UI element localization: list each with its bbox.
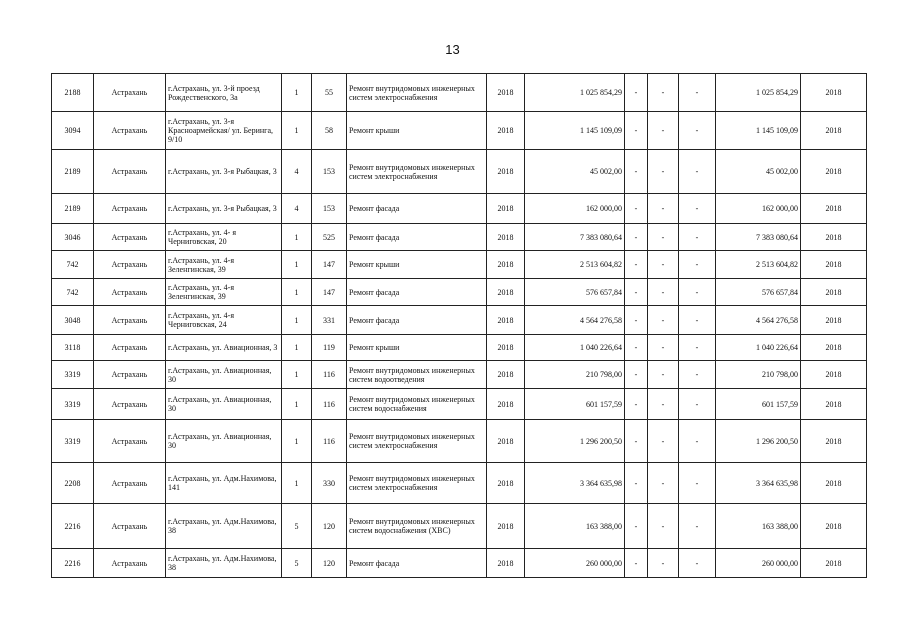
cell-flats: 525 <box>312 224 347 251</box>
cell-floors: 5 <box>282 504 312 549</box>
cell-total: 45 002,00 <box>716 150 801 194</box>
cell-dash: - <box>648 251 679 279</box>
table-row <box>52 74 867 112</box>
cell-city: Астрахань <box>94 194 166 224</box>
table-row <box>52 335 867 361</box>
cell-city: Астрахань <box>94 224 166 251</box>
cell-work-type: Ремонт внутридомовых инженерных систем электроснабжения <box>347 150 487 194</box>
cell-cost: 7 383 080,64 <box>525 224 625 251</box>
cell-dash: - <box>625 279 648 306</box>
cell-year-end: 2018 <box>801 463 867 504</box>
cell-dash: - <box>625 74 648 112</box>
cell-cost: 260 000,00 <box>525 549 625 578</box>
cell-city: Астрахань <box>94 335 166 361</box>
cell-dash: - <box>625 463 648 504</box>
cell-year-end: 2018 <box>801 112 867 150</box>
cell-floors: 1 <box>282 335 312 361</box>
cell-flats: 153 <box>312 150 347 194</box>
cell-floors: 1 <box>282 224 312 251</box>
cell-year: 2018 <box>487 224 525 251</box>
cell-year: 2018 <box>487 279 525 306</box>
cell-house-id: 3094 <box>52 112 94 150</box>
cell-cost: 45 002,00 <box>525 150 625 194</box>
table-row <box>52 194 867 224</box>
cell-cost: 601 157,59 <box>525 389 625 420</box>
cell-year-end: 2018 <box>801 74 867 112</box>
cell-flats: 120 <box>312 504 347 549</box>
cell-cost: 2 513 604,82 <box>525 251 625 279</box>
cell-house-id: 742 <box>52 251 94 279</box>
cell-total: 576 657,84 <box>716 279 801 306</box>
cell-year: 2018 <box>487 335 525 361</box>
cell-flats: 147 <box>312 279 347 306</box>
cell-dash: - <box>679 389 716 420</box>
cell-dash: - <box>679 74 716 112</box>
cell-floors: 1 <box>282 251 312 279</box>
cell-total: 2 513 604,82 <box>716 251 801 279</box>
cell-work-type: Ремонт внутридомовых инженерных систем водоснабжения (ХВС) <box>347 504 487 549</box>
cell-dash: - <box>648 112 679 150</box>
page-number: 13 <box>445 42 460 57</box>
cell-flats: 116 <box>312 361 347 389</box>
cell-address: г.Астрахань, ул. Авиационная, 30 <box>166 389 282 420</box>
cell-city: Астрахань <box>94 389 166 420</box>
cell-year-end: 2018 <box>801 150 867 194</box>
cell-dash: - <box>625 224 648 251</box>
cell-address: г.Астрахань, ул. 4- я Черниговская, 20 <box>166 224 282 251</box>
cell-year: 2018 <box>487 549 525 578</box>
cell-dash: - <box>648 504 679 549</box>
cell-cost: 210 798,00 <box>525 361 625 389</box>
cell-house-id: 2189 <box>52 194 94 224</box>
cell-year: 2018 <box>487 251 525 279</box>
cell-house-id: 2216 <box>52 504 94 549</box>
cell-year-end: 2018 <box>801 549 867 578</box>
table-row <box>52 150 867 194</box>
cell-address: г.Астрахань, ул. Адм.Нахимова, 38 <box>166 549 282 578</box>
cell-cost: 1 145 109,09 <box>525 112 625 150</box>
cell-total: 210 798,00 <box>716 361 801 389</box>
cell-dash: - <box>648 361 679 389</box>
table-row <box>52 389 867 420</box>
cell-dash: - <box>679 463 716 504</box>
cell-dash: - <box>648 74 679 112</box>
cell-address: г.Астрахань, ул. Адм.Нахимова, 38 <box>166 504 282 549</box>
cell-dash: - <box>679 251 716 279</box>
cell-city: Астрахань <box>94 279 166 306</box>
cell-total: 601 157,59 <box>716 389 801 420</box>
cell-floors: 1 <box>282 279 312 306</box>
cell-house-id: 3319 <box>52 389 94 420</box>
cell-year: 2018 <box>487 504 525 549</box>
cell-dash: - <box>625 335 648 361</box>
cell-year-end: 2018 <box>801 194 867 224</box>
cell-address: г.Астрахань, ул. Авиационная, 3 <box>166 335 282 361</box>
cell-house-id: 3319 <box>52 361 94 389</box>
table-row <box>52 224 867 251</box>
cell-city: Астрахань <box>94 504 166 549</box>
cell-dash: - <box>679 420 716 463</box>
repair-register-table <box>51 73 867 578</box>
cell-year-end: 2018 <box>801 389 867 420</box>
cell-work-type: Ремонт фасада <box>347 549 487 578</box>
cell-year-end: 2018 <box>801 504 867 549</box>
cell-year-end: 2018 <box>801 251 867 279</box>
cell-total: 4 564 276,58 <box>716 306 801 335</box>
cell-year: 2018 <box>487 112 525 150</box>
cell-house-id: 2188 <box>52 74 94 112</box>
cell-dash: - <box>625 306 648 335</box>
cell-total: 7 383 080,64 <box>716 224 801 251</box>
cell-year: 2018 <box>487 463 525 504</box>
cell-address: г.Астрахань, ул. Авиационная, 30 <box>166 420 282 463</box>
cell-floors: 1 <box>282 389 312 420</box>
cell-year-end: 2018 <box>801 420 867 463</box>
cell-address: г.Астрахань, ул. 3-й проезд Рождественского, 3а <box>166 74 282 112</box>
cell-city: Астрахань <box>94 251 166 279</box>
table-row <box>52 251 867 279</box>
cell-house-id: 2189 <box>52 150 94 194</box>
cell-flats: 330 <box>312 463 347 504</box>
cell-total: 163 388,00 <box>716 504 801 549</box>
cell-floors: 4 <box>282 150 312 194</box>
cell-house-id: 2216 <box>52 549 94 578</box>
cell-work-type: Ремонт фасада <box>347 224 487 251</box>
table-row <box>52 504 867 549</box>
cell-year-end: 2018 <box>801 279 867 306</box>
cell-year-end: 2018 <box>801 306 867 335</box>
cell-house-id: 3048 <box>52 306 94 335</box>
cell-total: 1 040 226,64 <box>716 335 801 361</box>
cell-city: Астрахань <box>94 361 166 389</box>
cell-floors: 1 <box>282 463 312 504</box>
cell-year: 2018 <box>487 74 525 112</box>
cell-year: 2018 <box>487 389 525 420</box>
cell-dash: - <box>679 279 716 306</box>
cell-house-id: 3046 <box>52 224 94 251</box>
cell-city: Астрахань <box>94 463 166 504</box>
cell-work-type: Ремонт фасада <box>347 194 487 224</box>
cell-house-id: 3319 <box>52 420 94 463</box>
table-row <box>52 463 867 504</box>
cell-dash: - <box>648 194 679 224</box>
cell-work-type: Ремонт крыши <box>347 112 487 150</box>
cell-dash: - <box>648 279 679 306</box>
cell-city: Астрахань <box>94 549 166 578</box>
table-row <box>52 306 867 335</box>
cell-work-type: Ремонт фасада <box>347 306 487 335</box>
cell-flats: 147 <box>312 251 347 279</box>
cell-city: Астрахань <box>94 306 166 335</box>
cell-flats: 331 <box>312 306 347 335</box>
cell-cost: 162 000,00 <box>525 194 625 224</box>
cell-cost: 4 564 276,58 <box>525 306 625 335</box>
cell-dash: - <box>625 112 648 150</box>
cell-city: Астрахань <box>94 112 166 150</box>
cell-work-type: Ремонт внутридомовых инженерных систем электроснабжения <box>347 463 487 504</box>
cell-city: Астрахань <box>94 420 166 463</box>
cell-dash: - <box>648 224 679 251</box>
cell-dash: - <box>679 504 716 549</box>
cell-work-type: Ремонт фасада <box>347 279 487 306</box>
cell-total: 1 025 854,29 <box>716 74 801 112</box>
cell-dash: - <box>625 361 648 389</box>
cell-city: Астрахань <box>94 74 166 112</box>
cell-dash: - <box>679 194 716 224</box>
cell-dash: - <box>679 112 716 150</box>
cell-floors: 1 <box>282 306 312 335</box>
table-row <box>52 549 867 578</box>
cell-cost: 1 040 226,64 <box>525 335 625 361</box>
cell-total: 1 296 200,50 <box>716 420 801 463</box>
cell-dash: - <box>625 389 648 420</box>
cell-dash: - <box>679 306 716 335</box>
cell-dash: - <box>625 251 648 279</box>
cell-dash: - <box>625 420 648 463</box>
cell-address: г.Астрахань, ул. Авиационная, 30 <box>166 361 282 389</box>
cell-house-id: 2208 <box>52 463 94 504</box>
cell-address: г.Астрахань, ул. 4-я Зеленгинская, 39 <box>166 251 282 279</box>
cell-year: 2018 <box>487 361 525 389</box>
cell-address: г.Астрахань, ул. 3-я Рыбацкая, 3 <box>166 150 282 194</box>
cell-total: 162 000,00 <box>716 194 801 224</box>
cell-total: 260 000,00 <box>716 549 801 578</box>
cell-dash: - <box>625 150 648 194</box>
cell-floors: 1 <box>282 420 312 463</box>
cell-dash: - <box>625 549 648 578</box>
cell-total: 1 145 109,09 <box>716 112 801 150</box>
cell-flats: 58 <box>312 112 347 150</box>
cell-year: 2018 <box>487 420 525 463</box>
cell-dash: - <box>679 549 716 578</box>
cell-city: Астрахань <box>94 150 166 194</box>
cell-work-type: Ремонт внутридомовых инженерных систем электроснабжения <box>347 74 487 112</box>
cell-year: 2018 <box>487 306 525 335</box>
cell-cost: 576 657,84 <box>525 279 625 306</box>
cell-flats: 119 <box>312 335 347 361</box>
cell-cost: 1 025 854,29 <box>525 74 625 112</box>
cell-year: 2018 <box>487 194 525 224</box>
cell-total: 3 364 635,98 <box>716 463 801 504</box>
cell-dash: - <box>679 335 716 361</box>
cell-work-type: Ремонт внутридомовых инженерных систем электроснабжения <box>347 420 487 463</box>
cell-dash: - <box>648 335 679 361</box>
cell-year: 2018 <box>487 150 525 194</box>
cell-dash: - <box>679 150 716 194</box>
cell-dash: - <box>648 420 679 463</box>
cell-house-id: 742 <box>52 279 94 306</box>
cell-flats: 116 <box>312 389 347 420</box>
cell-dash: - <box>625 194 648 224</box>
cell-year-end: 2018 <box>801 361 867 389</box>
cell-address: г.Астрахань, ул. Адм.Нахимова, 141 <box>166 463 282 504</box>
cell-address: г.Астрахань, ул. 3-я Рыбацкая, 3 <box>166 194 282 224</box>
table-row <box>52 361 867 389</box>
cell-address: г.Астрахань, ул. 3-я Красноармейская/ ул. Беринга, 9/10 <box>166 112 282 150</box>
cell-flats: 116 <box>312 420 347 463</box>
cell-dash: - <box>648 150 679 194</box>
table-row <box>52 112 867 150</box>
cell-dash: - <box>625 504 648 549</box>
table-row <box>52 279 867 306</box>
cell-dash: - <box>679 361 716 389</box>
cell-cost: 3 364 635,98 <box>525 463 625 504</box>
cell-cost: 163 388,00 <box>525 504 625 549</box>
cell-floors: 1 <box>282 112 312 150</box>
cell-flats: 55 <box>312 74 347 112</box>
cell-dash: - <box>679 224 716 251</box>
cell-dash: - <box>648 306 679 335</box>
cell-dash: - <box>648 389 679 420</box>
cell-address: г.Астрахань, ул. 4-я Черниговская, 24 <box>166 306 282 335</box>
cell-house-id: 3118 <box>52 335 94 361</box>
cell-flats: 120 <box>312 549 347 578</box>
table-body <box>52 74 867 578</box>
cell-floors: 1 <box>282 361 312 389</box>
cell-floors: 1 <box>282 74 312 112</box>
cell-floors: 5 <box>282 549 312 578</box>
cell-dash: - <box>648 549 679 578</box>
cell-address: г.Астрахань, ул. 4-я Зеленгинская, 39 <box>166 279 282 306</box>
cell-year-end: 2018 <box>801 335 867 361</box>
cell-work-type: Ремонт внутридомовых инженерных систем водоснабжения <box>347 389 487 420</box>
cell-flats: 153 <box>312 194 347 224</box>
cell-work-type: Ремонт внутридомовых инженерных систем водоотведения <box>347 361 487 389</box>
cell-year-end: 2018 <box>801 224 867 251</box>
cell-work-type: Ремонт крыши <box>347 251 487 279</box>
cell-work-type: Ремонт крыши <box>347 335 487 361</box>
table-row <box>52 420 867 463</box>
cell-floors: 4 <box>282 194 312 224</box>
cell-dash: - <box>648 463 679 504</box>
cell-cost: 1 296 200,50 <box>525 420 625 463</box>
